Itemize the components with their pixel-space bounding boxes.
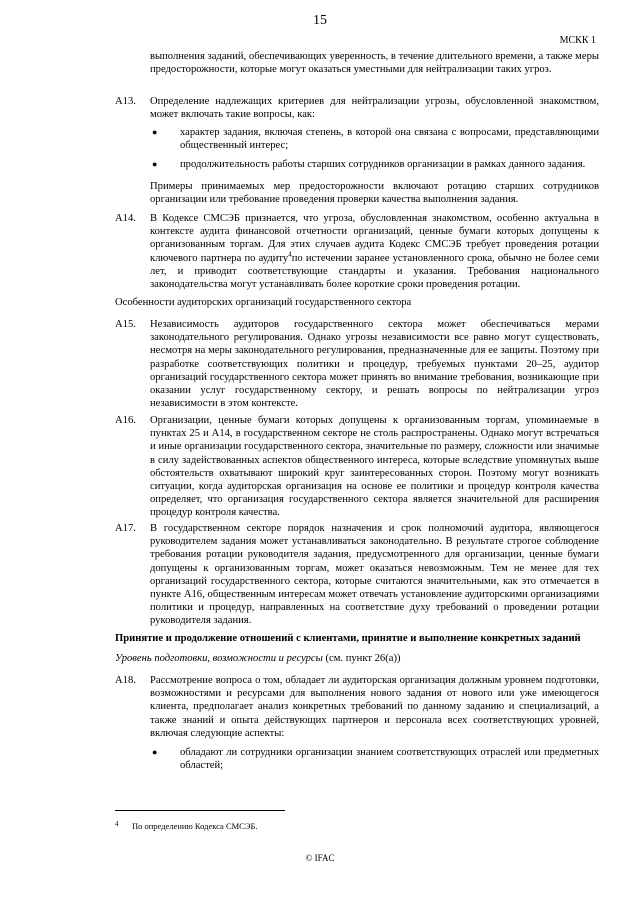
bullet-icon: ● — [152, 127, 158, 137]
bullet-icon: ● — [152, 747, 158, 757]
paragraph-tag-a15: A15. — [115, 319, 136, 330]
a13-bullet-1: характер задания, включая степень, в которой она связана с вопросами, представляющими общественный интерес; — [180, 127, 599, 152]
paragraph-a17: В государственном секторе порядок назначения и срок полномочий аудитора, являющегося руководителем задания может устанавливаться законодательно. В результате строгое соблюдение требования ротации руководителя задания, предусмотренного для организации, ценные бумаги допущены к организованным торгам, может оказаться невозможным. Тем не менее для тех организаций государственного сектора, которые считаются значительными, как это отмечается в пункте A16, общественным интересам может отвечать установление аудиторскими организациями политики и процедур, направленных на соответствие духу требований о проведении ротации руководителя задания. — [150, 523, 599, 627]
paragraph-tag-a14: A14. — [115, 213, 136, 224]
paragraph-tag-a17: A17. — [115, 523, 136, 534]
page-number: 15 — [313, 13, 327, 28]
paragraph-tag-a18: A18. — [115, 675, 136, 686]
a13-examples: Примеры принимаемых мер предосторожности включают ротацию старших сотрудников организации или требование проведения проверки качества выполнения задания. — [150, 181, 599, 206]
a18-bullet-1: обладают ли сотрудники организации знанием соответствующих отраслей или предметных областей; — [180, 747, 599, 772]
bullet-icon: ● — [152, 159, 158, 169]
section-heading-acceptance: Принятие и продолжение отношений с клиентами, принятие и выполнение конкретных заданий — [115, 633, 581, 644]
paragraph-a14 — [150, 212, 599, 291]
a14-text-after: по истечении заранее установленного срока, обычно не более семи лет, и приводит соответствующие стандарты и указания. Требования национального законодательства могут устанавливать более короткие сроки проведения ротации. — [150, 252, 599, 291]
copyright-footer: © IFAC — [305, 853, 335, 863]
paragraph-a16: Организации, ценные бумаги которых допущены к организованным торгам, упоминаемые в пунктах 25 и A14, в государственном секторе не столь распространены. Однако могут встречаться и иные организации государственного сектора, значительные по размеру, сложности или значимые в силу задействованных аспектов общественного интереса, которые вследствие упомянутых выше обстоятельств охватывают широкий круг заинтересованных сторон. Поэтому могут возникать ситуации, когда аудиторская организация на основе ее политики и процедур контроля качества определяет, что организация государственного сектора является значительной для расширения процедур контроля качества. — [150, 415, 599, 519]
paragraph-tag-a13: A13. — [115, 96, 136, 107]
paragraph-tag-a16: A16. — [115, 415, 136, 426]
a14-text-before: В Кодексе СМСЭБ признается, что угроза, обусловленная знакомством, особенно актуальна в контексте аудита финансовой отчетности организаций, ценные бумаги которых допущены к организованным торгам. Для этих случаев аудита Кодекс СМСЭБ требует проведения ротации ключевого партнера по аудиту — [150, 213, 599, 264]
footnote-divider — [115, 810, 285, 811]
footnote-text: По определению Кодекса СМСЭБ. — [132, 821, 258, 831]
paragraph-a13: Определение надлежащих критериев для нейтрализации угрозы, обусловленной знакомством, может включать такие вопросы, как: — [150, 96, 599, 121]
document-code: МСКК 1 — [559, 35, 596, 46]
subsection-heading-competence — [115, 652, 401, 665]
paragraph-a15: Независимость аудиторов государственного сектора может обеспечиваться мерами законодательного регулирования. Однако угрозы независимости все равно могут существовать, несмотря на меры законодательного регулирования, предназначенные для ее защиты. Поэтому при разработке соответствующих политики и процедур, требуемых пунктами 20–25, аудитор организаций государственного сектора может принять во внимание требования, возникающие при оказании услуг государственному сектору, и решать вопросы по нейтрализации угроз независимости в этом контексте. — [150, 319, 599, 410]
subsection-title: Уровень подготовки, возможности и ресурсы — [115, 653, 323, 664]
a13-bullet-2: продолжительность работы старших сотрудников организации в рамках данного задания. — [180, 159, 586, 170]
subsection-reference: (см. пункт 26(а)) — [322, 653, 401, 664]
section-heading-public-sector: Особенности аудиторских организаций государственного сектора — [115, 297, 412, 308]
intro-paragraph: выполнения заданий, обеспечивающих уверенность, в течение длительного времени, а также меры предосторожности, которые могут оказаться уместными для нейтрализации таких угроз. — [150, 51, 599, 76]
footnote-reference: 4 — [288, 250, 292, 259]
paragraph-a18: Рассмотрение вопроса о том, обладает ли аудиторская организация должным уровнем подготовки, возможностями и ресурсами для выполнения нового задания от нового или уже имеющегося клиента, предполагает анализ конкретных требований по данному заданию и специализаций, а также знаний и опыта действующих партнеров и персонала всех соответствующих уровней, включая следующие аспекты: — [150, 675, 599, 739]
footnote-mark: 4 — [115, 820, 119, 828]
